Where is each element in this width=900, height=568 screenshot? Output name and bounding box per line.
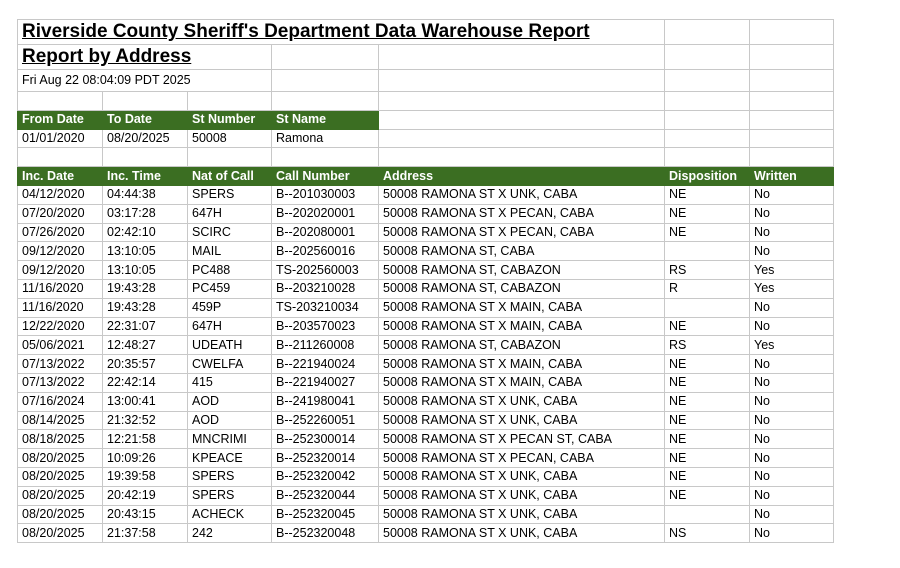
- cell-nat-of-call: SCIRC: [188, 223, 272, 242]
- cell-nat-of-call: KPEACE: [188, 449, 272, 468]
- cell-inc-time: 02:42:10: [103, 223, 188, 242]
- cell-disposition: NE: [665, 373, 750, 392]
- cell-inc-date: 08/14/2025: [18, 411, 103, 430]
- cell-inc-time: 13:00:41: [103, 392, 188, 411]
- cell-address: 50008 RAMONA ST X PECAN, CABA: [379, 449, 665, 468]
- empty-cell: [750, 129, 834, 148]
- cell-written: No: [750, 449, 834, 468]
- table-row: [18, 185, 834, 204]
- params-header-row: [18, 110, 834, 129]
- cell-nat-of-call: 647H: [188, 317, 272, 336]
- cell-nat-of-call: 647H: [188, 204, 272, 223]
- empty-cell: [103, 148, 188, 167]
- cell-call-number: B--202020001: [272, 204, 379, 223]
- cell-call-number: B--252300014: [272, 430, 379, 449]
- cell-address: 50008 RAMONA ST X UNK, CABA: [379, 505, 665, 524]
- cell-nat-of-call: SPERS: [188, 486, 272, 505]
- cell-written: No: [750, 185, 834, 204]
- cell-inc-date: 04/12/2020: [18, 185, 103, 204]
- empty-cell: [750, 70, 834, 92]
- empty-cell: [103, 92, 188, 111]
- cell-disposition: RS: [665, 261, 750, 280]
- empty-cell: [188, 92, 272, 111]
- empty-cell: [750, 20, 834, 45]
- param-from-date: 01/01/2020: [18, 129, 103, 148]
- report-title: Riverside County Sheriff's Department Data Warehouse Report: [18, 20, 665, 45]
- cell-inc-date: 07/13/2022: [18, 373, 103, 392]
- table-row: [18, 355, 834, 374]
- cell-disposition: NS: [665, 524, 750, 543]
- cell-inc-date: 07/13/2022: [18, 355, 103, 374]
- empty-cell: [665, 45, 750, 70]
- column-header-inc-time: Inc. Time: [103, 167, 188, 186]
- cell-call-number: B--203570023: [272, 317, 379, 336]
- cell-nat-of-call: SPERS: [188, 467, 272, 486]
- generated-timestamp: Fri Aug 22 08:04:09 PDT 2025: [18, 70, 272, 92]
- cell-inc-time: 22:31:07: [103, 317, 188, 336]
- cell-inc-time: 20:35:57: [103, 355, 188, 374]
- cell-address: 50008 RAMONA ST X MAIN, CABA: [379, 355, 665, 374]
- table-row: [18, 298, 834, 317]
- table-row: [18, 486, 834, 505]
- cell-written: No: [750, 486, 834, 505]
- cell-call-number: B--202560016: [272, 242, 379, 261]
- cell-inc-date: 09/12/2020: [18, 242, 103, 261]
- table-row: [18, 204, 834, 223]
- empty-cell: [379, 70, 665, 92]
- table-row: [18, 261, 834, 280]
- cell-nat-of-call: AOD: [188, 392, 272, 411]
- table-row: [18, 242, 834, 261]
- column-header-inc-date: Inc. Date: [18, 167, 103, 186]
- empty-cell: [665, 70, 750, 92]
- spacer-row: [18, 148, 834, 167]
- cell-address: 50008 RAMONA ST X MAIN, CABA: [379, 373, 665, 392]
- param-to-date: 08/20/2025: [103, 129, 188, 148]
- cell-written: No: [750, 298, 834, 317]
- cell-written: Yes: [750, 261, 834, 280]
- table-row: [18, 430, 834, 449]
- empty-cell: [379, 45, 665, 70]
- cell-inc-date: 05/06/2021: [18, 336, 103, 355]
- table-row: [18, 317, 834, 336]
- cell-call-number: B--201030003: [272, 185, 379, 204]
- table-row: [18, 373, 834, 392]
- table-row: [18, 223, 834, 242]
- cell-inc-time: 19:39:58: [103, 467, 188, 486]
- param-st-name: Ramona: [272, 129, 379, 148]
- empty-cell: [750, 92, 834, 111]
- empty-cell: [379, 92, 665, 111]
- table-row: [18, 336, 834, 355]
- cell-written: Yes: [750, 279, 834, 298]
- cell-nat-of-call: 242: [188, 524, 272, 543]
- cell-address: 50008 RAMONA ST X PECAN, CABA: [379, 223, 665, 242]
- subtitle-row: [18, 45, 834, 70]
- cell-written: No: [750, 355, 834, 374]
- cell-address: 50008 RAMONA ST X UNK, CABA: [379, 411, 665, 430]
- empty-cell: [18, 148, 103, 167]
- cell-call-number: B--221940027: [272, 373, 379, 392]
- cell-inc-time: 10:09:26: [103, 449, 188, 468]
- cell-written: No: [750, 317, 834, 336]
- param-header-from-date: From Date: [18, 110, 103, 129]
- cell-written: No: [750, 411, 834, 430]
- report-table: [17, 19, 834, 543]
- cell-call-number: B--203210028: [272, 279, 379, 298]
- cell-written: No: [750, 373, 834, 392]
- cell-call-number: B--252320044: [272, 486, 379, 505]
- empty-cell: [665, 148, 750, 167]
- cell-disposition: NE: [665, 317, 750, 336]
- cell-inc-date: 08/20/2025: [18, 467, 103, 486]
- cell-inc-date: 07/16/2024: [18, 392, 103, 411]
- cell-call-number: B--202080001: [272, 223, 379, 242]
- column-header-nat-of-call: Nat of Call: [188, 167, 272, 186]
- cell-inc-time: 03:17:28: [103, 204, 188, 223]
- cell-disposition: R: [665, 279, 750, 298]
- cell-disposition: NE: [665, 449, 750, 468]
- empty-cell: [665, 20, 750, 45]
- cell-nat-of-call: ACHECK: [188, 505, 272, 524]
- cell-disposition: [665, 298, 750, 317]
- cell-disposition: RS: [665, 336, 750, 355]
- cell-inc-date: 11/16/2020: [18, 279, 103, 298]
- cell-call-number: B--252320042: [272, 467, 379, 486]
- empty-cell: [188, 148, 272, 167]
- column-header-call-number: Call Number: [272, 167, 379, 186]
- cell-nat-of-call: 459P: [188, 298, 272, 317]
- cell-call-number: B--252320014: [272, 449, 379, 468]
- cell-disposition: NE: [665, 204, 750, 223]
- table-row: [18, 279, 834, 298]
- cell-inc-time: 21:37:58: [103, 524, 188, 543]
- empty-cell: [665, 110, 750, 129]
- cell-nat-of-call: PC459: [188, 279, 272, 298]
- empty-cell: [379, 129, 665, 148]
- column-header-written: Written: [750, 167, 834, 186]
- cell-inc-time: 12:48:27: [103, 336, 188, 355]
- cell-call-number: B--252260051: [272, 411, 379, 430]
- cell-address: 50008 RAMONA ST X MAIN, CABA: [379, 317, 665, 336]
- cell-inc-time: 19:43:28: [103, 279, 188, 298]
- empty-cell: [272, 70, 379, 92]
- param-st-number: 50008: [188, 129, 272, 148]
- empty-cell: [750, 148, 834, 167]
- cell-nat-of-call: PC488: [188, 261, 272, 280]
- cell-written: No: [750, 223, 834, 242]
- cell-address: 50008 RAMONA ST, CABAZON: [379, 279, 665, 298]
- cell-address: 50008 RAMONA ST, CABAZON: [379, 336, 665, 355]
- table-row: [18, 411, 834, 430]
- cell-inc-date: 08/20/2025: [18, 524, 103, 543]
- empty-cell: [272, 92, 379, 111]
- cell-inc-date: 12/22/2020: [18, 317, 103, 336]
- cell-disposition: [665, 242, 750, 261]
- cell-address: 50008 RAMONA ST X UNK, CABA: [379, 467, 665, 486]
- cell-disposition: NE: [665, 486, 750, 505]
- param-header-to-date: To Date: [103, 110, 188, 129]
- cell-call-number: B--211260008: [272, 336, 379, 355]
- cell-inc-time: 13:10:05: [103, 242, 188, 261]
- cell-written: Yes: [750, 336, 834, 355]
- table-row: [18, 467, 834, 486]
- cell-inc-date: 09/12/2020: [18, 261, 103, 280]
- cell-disposition: NE: [665, 223, 750, 242]
- cell-disposition: NE: [665, 355, 750, 374]
- empty-cell: [665, 129, 750, 148]
- column-header-disposition: Disposition: [665, 167, 750, 186]
- cell-nat-of-call: AOD: [188, 411, 272, 430]
- cell-disposition: NE: [665, 467, 750, 486]
- cell-disposition: [665, 505, 750, 524]
- cell-address: 50008 RAMONA ST X PECAN, CABA: [379, 204, 665, 223]
- cell-written: No: [750, 467, 834, 486]
- cell-inc-time: 20:43:15: [103, 505, 188, 524]
- empty-cell: [379, 110, 665, 129]
- cell-inc-date: 08/18/2025: [18, 430, 103, 449]
- table-row: [18, 505, 834, 524]
- param-header-st-number: St Number: [188, 110, 272, 129]
- cell-address: 50008 RAMONA ST X PECAN ST, CABA: [379, 430, 665, 449]
- cell-inc-date: 11/16/2020: [18, 298, 103, 317]
- empty-cell: [750, 45, 834, 70]
- cell-written: No: [750, 524, 834, 543]
- param-header-st-name: St Name: [272, 110, 379, 129]
- cell-address: 50008 RAMONA ST X UNK, CABA: [379, 185, 665, 204]
- cell-nat-of-call: UDEATH: [188, 336, 272, 355]
- table-row: [18, 449, 834, 468]
- cell-call-number: B--221940024: [272, 355, 379, 374]
- cell-nat-of-call: 415: [188, 373, 272, 392]
- cell-disposition: NE: [665, 185, 750, 204]
- empty-cell: [272, 45, 379, 70]
- results-header-row: [18, 167, 834, 186]
- cell-address: 50008 RAMONA ST X UNK, CABA: [379, 486, 665, 505]
- cell-inc-time: 22:42:14: [103, 373, 188, 392]
- cell-inc-time: 13:10:05: [103, 261, 188, 280]
- cell-written: No: [750, 430, 834, 449]
- table-row: [18, 524, 834, 543]
- cell-nat-of-call: MNCRIMI: [188, 430, 272, 449]
- title-row: [18, 20, 834, 45]
- cell-written: No: [750, 204, 834, 223]
- cell-address: 50008 RAMONA ST, CABAZON: [379, 261, 665, 280]
- cell-inc-time: 12:21:58: [103, 430, 188, 449]
- cell-written: No: [750, 242, 834, 261]
- cell-inc-date: 07/26/2020: [18, 223, 103, 242]
- cell-call-number: B--252320045: [272, 505, 379, 524]
- cell-address: 50008 RAMONA ST X MAIN, CABA: [379, 298, 665, 317]
- report-subtitle: Report by Address: [18, 45, 272, 70]
- cell-inc-date: 08/20/2025: [18, 505, 103, 524]
- empty-cell: [272, 148, 379, 167]
- cell-nat-of-call: SPERS: [188, 185, 272, 204]
- cell-nat-of-call: CWELFA: [188, 355, 272, 374]
- cell-address: 50008 RAMONA ST X UNK, CABA: [379, 524, 665, 543]
- cell-address: 50008 RAMONA ST, CABA: [379, 242, 665, 261]
- cell-nat-of-call: MAIL: [188, 242, 272, 261]
- cell-inc-time: 20:42:19: [103, 486, 188, 505]
- empty-cell: [379, 148, 665, 167]
- cell-inc-date: 08/20/2025: [18, 486, 103, 505]
- cell-call-number: B--241980041: [272, 392, 379, 411]
- empty-cell: [18, 92, 103, 111]
- params-value-row: [18, 129, 834, 148]
- cell-written: No: [750, 505, 834, 524]
- cell-address: 50008 RAMONA ST X UNK, CABA: [379, 392, 665, 411]
- cell-inc-time: 19:43:28: [103, 298, 188, 317]
- empty-cell: [750, 110, 834, 129]
- cell-written: No: [750, 392, 834, 411]
- table-row: [18, 392, 834, 411]
- cell-inc-time: 21:32:52: [103, 411, 188, 430]
- cell-disposition: NE: [665, 392, 750, 411]
- generated-row: [18, 70, 834, 92]
- column-header-address: Address: [379, 167, 665, 186]
- cell-inc-time: 04:44:38: [103, 185, 188, 204]
- cell-disposition: NE: [665, 411, 750, 430]
- cell-inc-date: 07/20/2020: [18, 204, 103, 223]
- cell-disposition: NE: [665, 430, 750, 449]
- empty-cell: [665, 92, 750, 111]
- cell-call-number: TS-203210034: [272, 298, 379, 317]
- cell-call-number: TS-202560003: [272, 261, 379, 280]
- spacer-row: [18, 92, 834, 111]
- cell-inc-date: 08/20/2025: [18, 449, 103, 468]
- cell-call-number: B--252320048: [272, 524, 379, 543]
